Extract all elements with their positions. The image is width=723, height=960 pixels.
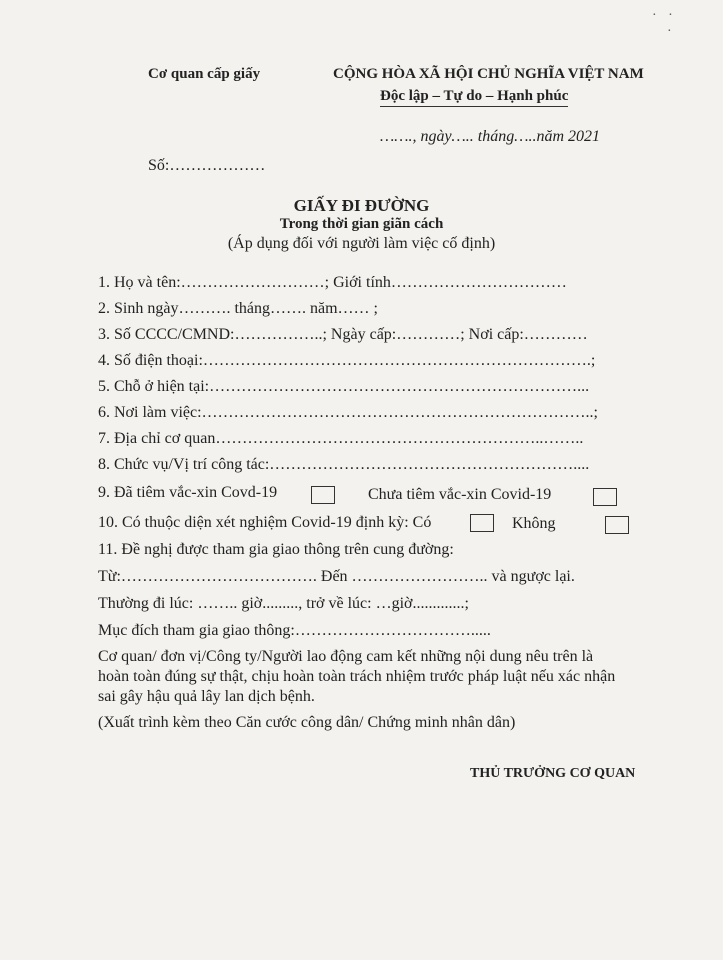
commitment-line-3: sai gây hậu quả lây lan dịch bệnh. bbox=[98, 688, 315, 705]
field-travel-time: Thường đi lúc: …….. giờ........., trở về lúc: …giờ.............; bbox=[98, 595, 469, 612]
attachment-note: (Xuất trình kèm theo Căn cước công dân/ Chứng minh nhân dân) bbox=[98, 714, 516, 731]
country-name: CỘNG HÒA XÃ HỘI CHỦ NGHĨA VIỆT NAM bbox=[333, 66, 644, 82]
field-route-request: 11. Đề nghị được tham gia giao thông trên cung đường: bbox=[98, 541, 454, 558]
field-full-name: 1. Họ và tên:………………………; Giới tính…………………………… bbox=[98, 274, 567, 291]
issuer-label: Cơ quan cấp giấy bbox=[148, 66, 261, 82]
field-route-from-to: Từ:………………………………. Đến …………………….. và ngược lại. bbox=[98, 568, 575, 585]
not-vaccinated-checkbox[interactable] bbox=[593, 488, 617, 506]
date-line: ……., ngày….. tháng…..năm 2021 bbox=[380, 128, 601, 145]
field-periodic-test-no-label: Không bbox=[512, 515, 556, 532]
field-id-card: 3. Số CCCC/CMND:……………..; Ngày cấp:…………; Nơi cấp:………… bbox=[98, 326, 588, 343]
field-position: 8. Chức vụ/Vị trí công tác:………………………………………………….... bbox=[98, 456, 590, 473]
motto: Độc lập – Tự do – Hạnh phúc bbox=[380, 88, 568, 107]
document-title: GIẤY ĐI ĐƯỜNG bbox=[293, 196, 430, 215]
scan-speckles: · · · bbox=[652, 8, 677, 39]
signature-title: THỦ TRƯỞNG CƠ QUAN bbox=[470, 766, 636, 781]
field-workplace: 6. Nơi làm việc:………………………………………………………………..; bbox=[98, 404, 598, 421]
commitment-line-1: Cơ quan/ đơn vị/Công ty/Người lao động cam kết những nội dung nêu trên là bbox=[98, 648, 594, 665]
vaccinated-checkbox[interactable] bbox=[311, 486, 335, 504]
field-phone: 4. Số điện thoại:……………………………………………………………….; bbox=[98, 352, 596, 369]
field-birth-date: 2. Sinh ngày………. tháng……. năm…… ; bbox=[98, 300, 378, 317]
field-office-address: 7. Địa chỉ cơ quan……………………………………………………..…….. bbox=[98, 430, 584, 447]
periodic-test-yes-checkbox[interactable] bbox=[470, 514, 494, 532]
field-not-vaccinated-label: Chưa tiêm vắc-xin Covid-19 bbox=[368, 486, 552, 503]
document-note: (Áp dụng đối với người làm việc cố định) bbox=[227, 235, 496, 252]
field-residence: 5. Chỗ ở hiện tại:……………………………………………………………... bbox=[98, 378, 590, 395]
field-vaccinated-label: 9. Đã tiêm vắc-xin Covd-19 bbox=[98, 484, 278, 501]
periodic-test-no-checkbox[interactable] bbox=[605, 516, 629, 534]
document-subtitle: Trong thời gian giãn cách bbox=[279, 216, 444, 232]
field-travel-purpose: Mục đích tham gia giao thông:……………………………..... bbox=[98, 622, 491, 639]
field-periodic-test-label: 10. Có thuộc diện xét nghiệm Covid-19 định kỳ: Có bbox=[98, 514, 432, 531]
commitment-line-2: hoàn toàn đúng sự thật, chịu hoàn toàn trách nhiệm trước pháp luật nếu xác nhận bbox=[98, 668, 616, 685]
document-number: Số:……………… bbox=[148, 157, 266, 174]
